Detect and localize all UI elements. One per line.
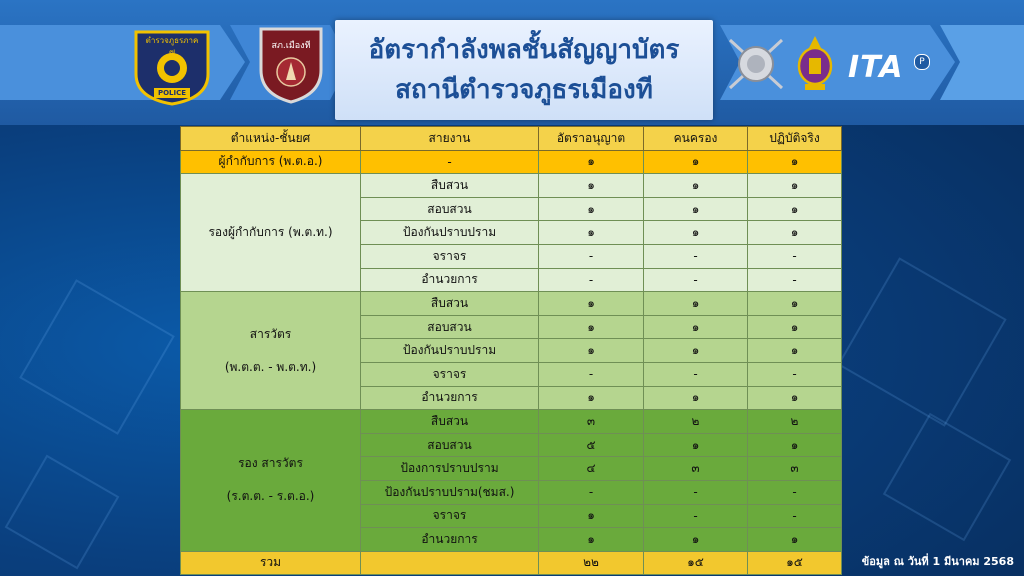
authorized-cell: ๑ <box>539 150 644 174</box>
ita-logo <box>848 50 930 90</box>
authorized-cell: ๑ <box>539 339 644 363</box>
position-rank-range: (พ.ต.ต. - พ.ต.ท.) <box>224 359 317 374</box>
unit-cell: สอบสวน <box>361 433 539 457</box>
unit-cell: อำนวยการ <box>361 386 539 410</box>
filled-cell: - <box>644 480 748 504</box>
actual-cell: ๓ <box>748 457 842 481</box>
unit-cell: สืบสวน <box>361 174 539 198</box>
column-header-actual: ปฏิบัติจริง <box>748 127 842 151</box>
actual-cell: ๑ <box>748 339 842 363</box>
table-row <box>181 174 842 198</box>
actual-cell: - <box>748 244 842 268</box>
ita-logo-text: ITA <box>848 50 904 85</box>
actual-cell: - <box>748 480 842 504</box>
station-shield-logo <box>258 26 324 104</box>
unit-cell: ป้องการปราบปราม <box>361 457 539 481</box>
position-cell <box>181 292 361 410</box>
table-row-total <box>181 551 842 575</box>
actual-cell: - <box>748 362 842 386</box>
filled-cell: - <box>644 244 748 268</box>
police-emblem-icon <box>726 36 786 92</box>
table-row <box>181 292 842 316</box>
background-hexagon <box>837 257 1006 426</box>
authorized-total-cell: ๒๒ <box>539 551 644 575</box>
personnel-table <box>180 126 842 575</box>
unit-cell: อำนวยการ <box>361 528 539 552</box>
filled-cell: - <box>644 362 748 386</box>
actual-cell: ๑ <box>748 315 842 339</box>
filled-cell: ๑ <box>644 528 748 552</box>
position-cell <box>181 410 361 552</box>
position-label: สารวัตร <box>249 326 292 341</box>
authorized-cell: ๑ <box>539 504 644 528</box>
position-rank-range: (ร.ต.ต. - ร.ต.อ.) <box>226 489 315 504</box>
unit-cell: ป้องกันปราบปราม <box>361 339 539 363</box>
police-logo-top-text: ตำรวจภูธรภาค <box>145 36 199 45</box>
table-row <box>181 410 842 434</box>
actual-cell: ๑ <box>748 528 842 552</box>
header-banner <box>0 0 1024 125</box>
filled-cell: ๑ <box>644 315 748 339</box>
filled-cell: ๑ <box>644 433 748 457</box>
filled-cell: ๑ <box>644 292 748 316</box>
authorized-cell: ๑ <box>539 174 644 198</box>
position-label: รอง สารวัตร <box>238 456 303 471</box>
authorized-cell: - <box>539 362 644 386</box>
unit-cell: จราจร <box>361 362 539 386</box>
filled-cell: ๑ <box>644 221 748 245</box>
actual-cell: ๑ <box>748 150 842 174</box>
actual-cell: ๑ <box>748 174 842 198</box>
actual-cell: ๑ <box>748 386 842 410</box>
actual-cell: ๒ <box>748 410 842 434</box>
unit-cell <box>361 551 539 575</box>
authorized-cell: ๔ <box>539 457 644 481</box>
column-header-authorized: อัตราอนุญาต <box>539 127 644 151</box>
unit-cell: สืบสวน <box>361 292 539 316</box>
filled-cell: - <box>644 268 748 292</box>
filled-cell: ๒ <box>644 410 748 434</box>
column-header-filled: คนครอง <box>644 127 748 151</box>
actual-cell: ๑ <box>748 433 842 457</box>
filled-cell: ๑ <box>644 339 748 363</box>
total-label-cell: รวม <box>181 551 361 575</box>
unit-cell: สืบสวน <box>361 410 539 434</box>
position-cell: ผู้กำกับการ (พ.ต.อ.) <box>181 150 361 174</box>
royal-crest-icon <box>795 34 835 94</box>
actual-cell: - <box>748 504 842 528</box>
position-cell <box>181 174 361 292</box>
table-row-chief <box>181 150 842 174</box>
actual-cell: ๑ <box>748 292 842 316</box>
column-header-position: ตำแหน่ง-ชั้นยศ <box>181 127 361 151</box>
authorized-cell: - <box>539 480 644 504</box>
actual-cell: ๑ <box>748 197 842 221</box>
background-hexagon <box>5 455 120 570</box>
authorized-cell: - <box>539 268 644 292</box>
unit-cell: อำนวยการ <box>361 268 539 292</box>
unit-cell: สอบสวน <box>361 197 539 221</box>
column-header-unit: สายงาน <box>361 127 539 151</box>
authorized-cell: ๑ <box>539 528 644 552</box>
actual-cell: - <box>748 268 842 292</box>
ita-logo-badge: P <box>914 54 930 70</box>
unit-cell: สอบสวน <box>361 315 539 339</box>
filled-total-cell: ๑๕ <box>644 551 748 575</box>
authorized-cell: ๓ <box>539 410 644 434</box>
actual-cell: ๑ <box>748 221 842 245</box>
authorized-cell: ๑ <box>539 221 644 245</box>
unit-cell: ป้องกันปราบปราม(ชมส.) <box>361 480 539 504</box>
police-logo-number: ๗ <box>168 47 175 56</box>
filled-cell: ๑ <box>644 386 748 410</box>
page-subtitle: สถานีตำรวจภูธรเมืองที <box>395 75 653 105</box>
page-title: อัตรากำลังพลชั้นสัญญาบัตร <box>368 35 680 65</box>
authorized-cell: ๑ <box>539 315 644 339</box>
station-logo-text: สภ.เมืองที <box>271 41 311 51</box>
background-hexagon <box>19 279 175 435</box>
unit-cell: จราจร <box>361 244 539 268</box>
authorized-cell: ๑ <box>539 386 644 410</box>
police-badge-logo <box>132 28 212 106</box>
background-hexagon <box>883 413 1011 541</box>
filled-cell: ๑ <box>644 174 748 198</box>
data-date-note: ข้อมูล ณ วันที่ 1 มีนาคม 2568 <box>861 555 1014 568</box>
authorized-cell: ๑ <box>539 292 644 316</box>
title-box <box>335 20 713 120</box>
unit-cell: ป้องกันปราบปราม <box>361 221 539 245</box>
authorized-cell: - <box>539 244 644 268</box>
filled-cell: ๑ <box>644 150 748 174</box>
filled-cell: ๓ <box>644 457 748 481</box>
filled-cell: ๑ <box>644 197 748 221</box>
authorized-cell: ๕ <box>539 433 644 457</box>
unit-cell: - <box>361 150 539 174</box>
unit-cell: จราจร <box>361 504 539 528</box>
filled-cell: - <box>644 504 748 528</box>
table-header-row <box>181 127 842 151</box>
position-label: รองผู้กำกับการ (พ.ต.ท.) <box>208 225 333 240</box>
actual-total-cell: ๑๕ <box>748 551 842 575</box>
police-logo-bottom-text: POLICE <box>157 89 187 97</box>
authorized-cell: ๑ <box>539 197 644 221</box>
